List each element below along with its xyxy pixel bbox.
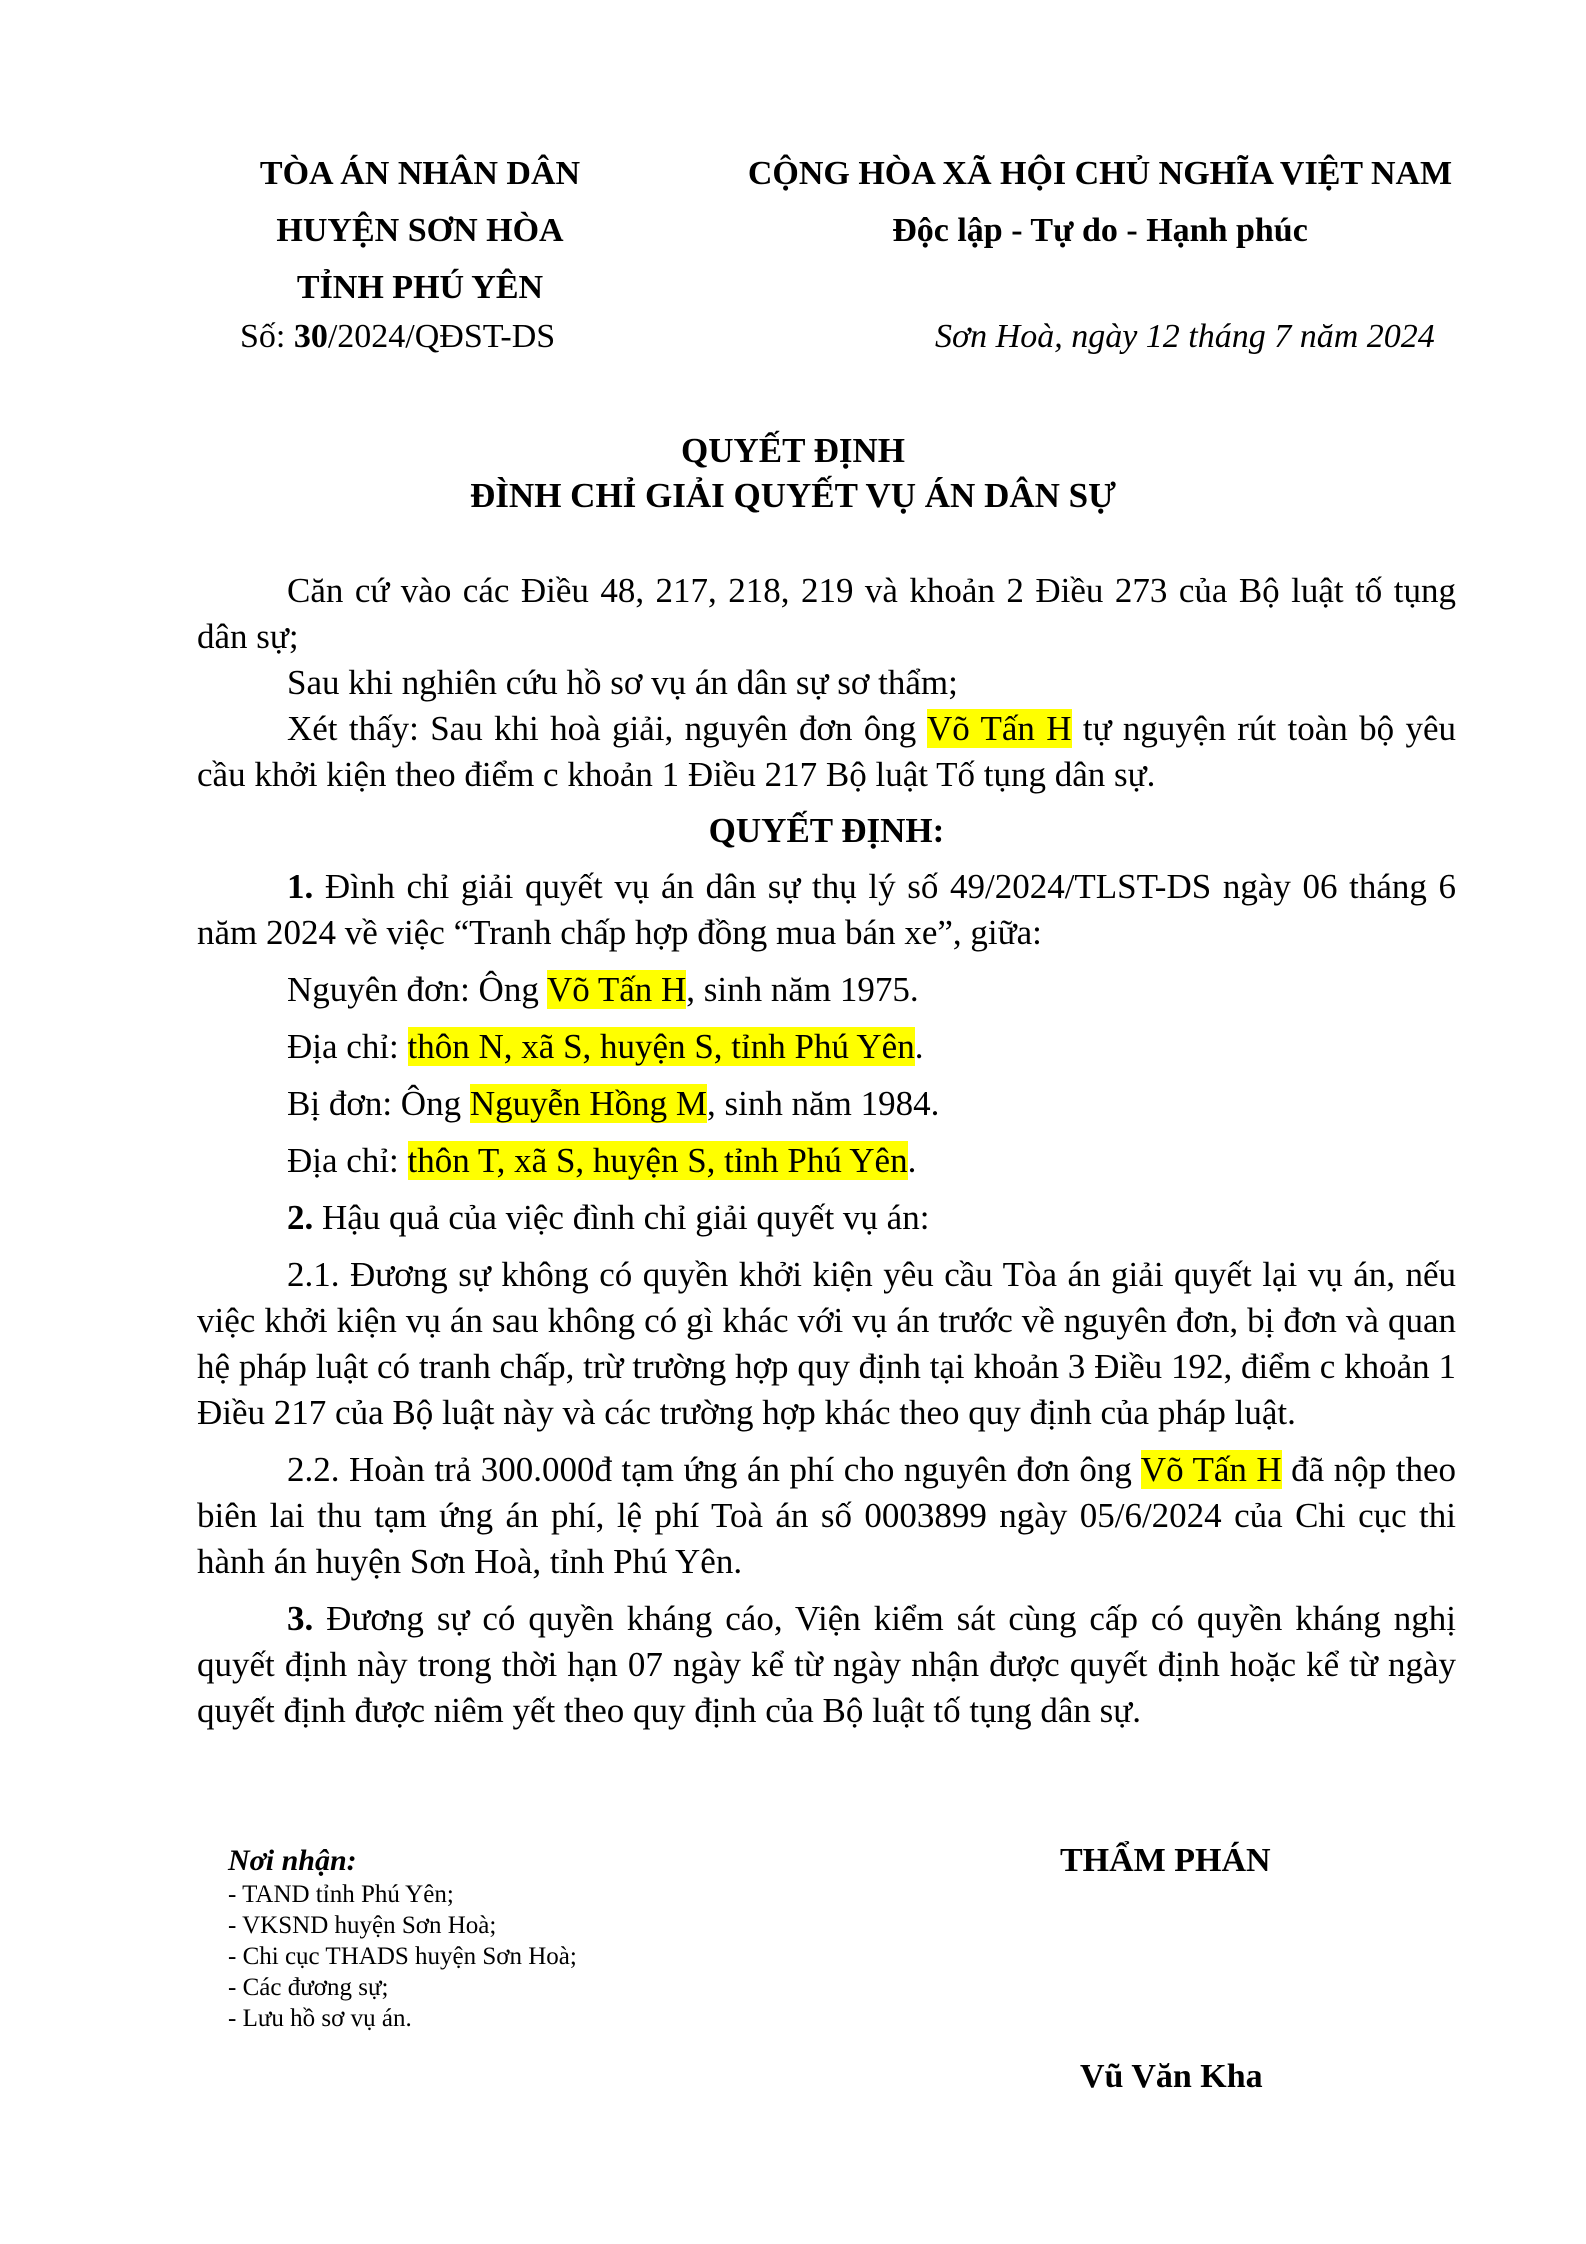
- decision-heading: QUYẾT ĐỊNH:: [708, 811, 945, 850]
- number-value: 30: [293, 318, 328, 355]
- text-span: Đương sự có quyền kháng cáo, Viện kiểm sát cùng cấp có quyền kháng nghị quyết định này trong thời hạn 07 ngày kể từ ngày nhận được quyết định hoặc kể từ ngày quyết định được niêm yết theo quy định của Bộ luật tố tụng dân sự.: [197, 1599, 1456, 1730]
- text-span: , sinh năm 1984.: [707, 1084, 940, 1123]
- text-span: Địa chỉ:: [287, 1027, 408, 1066]
- text-span: tự nguyện rút toàn bộ yêu cầu khởi kiện theo điểm c khoản 1 Điều 217 Bộ luật Tố tụng dân sự.: [197, 709, 1457, 794]
- item-2-2: [197, 1447, 1456, 1585]
- court-province: TỈNH PHÚ YÊN: [296, 269, 544, 306]
- document-body: [197, 568, 1456, 1734]
- defendant-address: [197, 1138, 1456, 1184]
- plaintiff-line: [197, 967, 1456, 1013]
- document-number: [240, 318, 555, 356]
- item-3: [197, 1596, 1456, 1734]
- basis-paragraph-3: [197, 706, 1456, 798]
- defendant-line: [197, 1081, 1456, 1127]
- title-line-2: ĐÌNH CHỈ GIẢI QUYẾT VỤ ÁN DÂN SỰ: [470, 476, 1116, 515]
- national-motto: Độc lập - Tự do - Hạnh phúc: [892, 212, 1308, 249]
- item-number: 3.: [287, 1599, 314, 1638]
- refund-name: Võ Tấn H: [1140, 1450, 1282, 1489]
- text-span: , sinh năm 1975.: [686, 970, 919, 1009]
- recipient-item: - Chi cục THADS huyện Sơn Hoà;: [228, 1943, 577, 1970]
- text-span: .: [914, 1027, 924, 1066]
- judge-title: THẨM PHÁN: [1060, 1842, 1271, 1879]
- item-2-1: 2.1. Đương sự không có quyền khởi kiện yêu cầu Tòa án giải quyết lại vụ án, nếu việc khởi kiện vụ án sau không có gì khác với vụ án trước về nguyên đơn, bị đơn và quan hệ pháp luật có tranh chấp, trừ trường hợp quy định tại khoản 3 Điều 192, điểm c khoản 1 Điều 217 của Bộ luật này và các trường hợp khác theo quy định của pháp luật.: [197, 1255, 1456, 1432]
- redacted-name: Võ Tấn H: [927, 709, 1072, 748]
- item-1: [197, 864, 1456, 956]
- plaintiff-address-value: thôn N, xã S, huyện S, tỉnh Phú Yên: [407, 1027, 915, 1066]
- court-header: [215, 145, 625, 316]
- plaintiff-address: [197, 1024, 1456, 1070]
- basis-paragraph-1: Căn cứ vào các Điều 48, 217, 218, 219 và khoản 2 Điều 273 của Bộ luật tố tụng dân sự;: [197, 571, 1456, 656]
- number-suffix: /2024/QĐST-DS: [327, 318, 556, 355]
- text-span: đã nộp theo biên lai thu tạm ứng án phí, lệ phí Toà án số 0003899 ngày 05/6/2024 của Chi cục thi hành án huyện Sơn Hoà, tỉnh Phú Yên.: [197, 1450, 1456, 1581]
- text-span: Địa chỉ:: [287, 1141, 408, 1180]
- item-number: 2.: [287, 1198, 314, 1237]
- judge-name: Vũ Văn Kha: [1080, 2058, 1263, 2095]
- text-span: Hậu quả của việc đình chỉ giải quyết vụ án:: [313, 1198, 930, 1237]
- text-span: Nguyên đơn: Ông: [287, 970, 547, 1009]
- recipient-item: - TAND tỉnh Phú Yên;: [228, 1881, 454, 1908]
- basis-paragraph-2: Sau khi nghiên cứu hồ sơ vụ án dân sự sơ thẩm;: [287, 663, 958, 702]
- number-prefix: Số:: [240, 318, 294, 355]
- plaintiff-name: Võ Tấn H: [546, 970, 687, 1009]
- court-name: TÒA ÁN NHÂN DÂN: [259, 155, 581, 192]
- title-line-1: QUYẾT ĐỊNH: [681, 431, 905, 470]
- document-title: [0, 428, 1586, 518]
- text-span: Đình chỉ giải quyết vụ án dân sự thụ lý số 49/2024/TLST-DS ngày 06 tháng 6 năm 2024 về việc “Tranh chấp hợp đồng mua bán xe”, giữa:: [197, 867, 1456, 952]
- country-name: CỘNG HÒA XÃ HỘI CHỦ NGHĨA VIỆT NAM: [747, 155, 1453, 192]
- court-district: HUYỆN SƠN HÒA: [276, 212, 564, 249]
- text-span: .: [907, 1141, 917, 1180]
- text-span: Xét thấy: Sau khi hoà giải, nguyên đơn ông: [287, 709, 928, 748]
- defendant-address-value: thôn T, xã S, huyện S, tỉnh Phú Yên: [407, 1141, 908, 1180]
- recipient-item: - Các đương sự;: [228, 1974, 389, 2001]
- national-header: [700, 145, 1500, 259]
- defendant-name: Nguyễn Hồng M: [469, 1084, 708, 1123]
- recipients-heading: Nơi nhận:: [228, 1844, 357, 1877]
- document-date: Sơn Hoà, ngày 12 tháng 7 năm 2024: [935, 318, 1435, 355]
- item-2: [197, 1195, 1456, 1241]
- text-span: 2.2. Hoàn trả 300.000đ tạm ứng án phí cho nguyên đơn ông: [287, 1450, 1141, 1489]
- item-number: 1.: [287, 867, 314, 906]
- text-span: Bị đơn: Ông: [287, 1084, 470, 1123]
- recipients-list: [228, 1842, 577, 2034]
- recipient-item: - Lưu hồ sơ vụ án.: [228, 2005, 412, 2032]
- recipient-item: - VKSND huyện Sơn Hoà;: [228, 1912, 497, 1939]
